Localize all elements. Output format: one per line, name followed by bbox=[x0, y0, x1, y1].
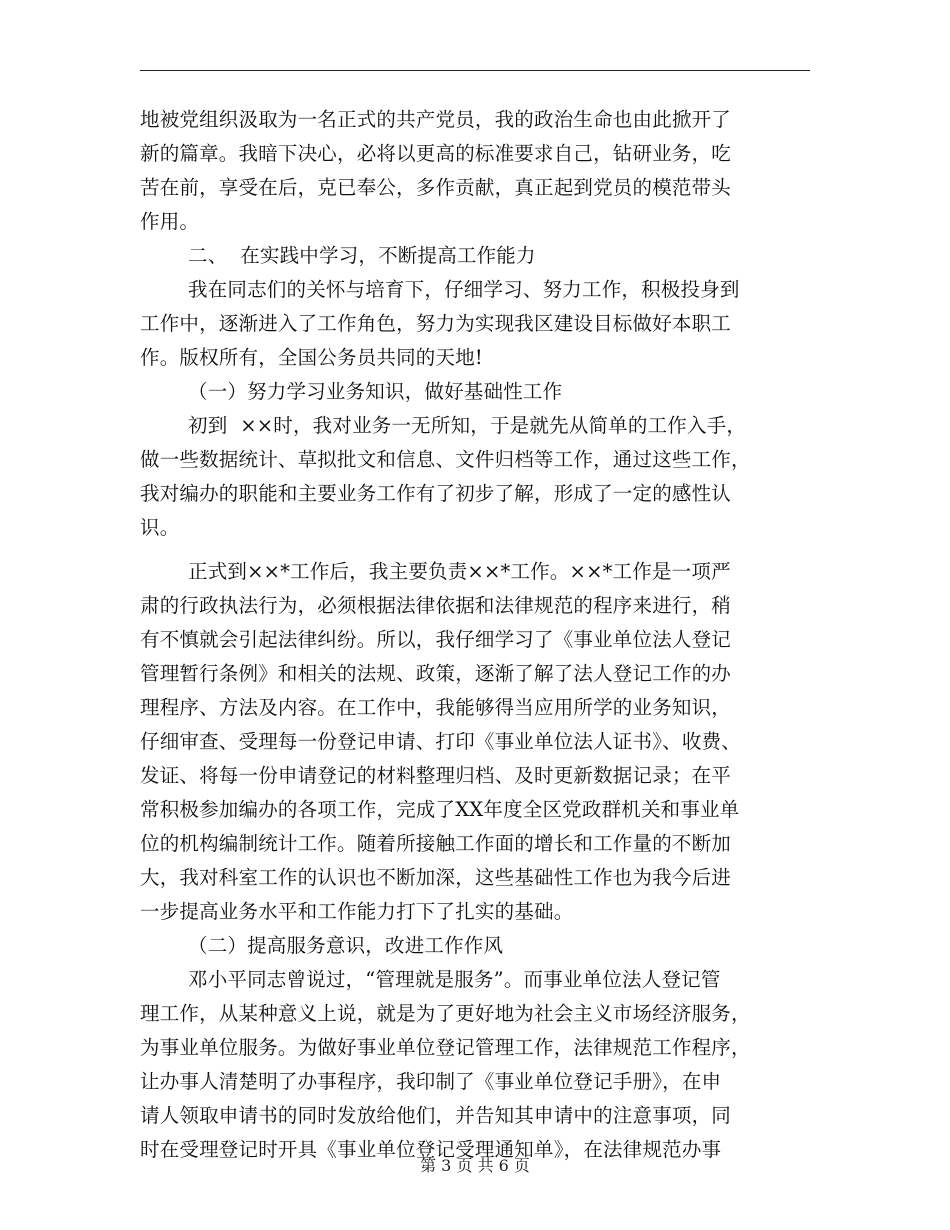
paragraph-line: 让办事人清楚明了办事程序，我印制了《事业单位登记手册》，在申 bbox=[140, 1070, 722, 1093]
paragraph-gap bbox=[140, 545, 810, 555]
header-rule bbox=[140, 70, 810, 71]
paragraph-line: 管理暂行条例》和相关的法规、政策，逐渐了解了法人登记工作的办 bbox=[140, 662, 732, 685]
paragraph-line: 位的机构编制统计工作。随着所接触工作面的增长和工作量的不断加 bbox=[140, 832, 732, 855]
paragraph-line: 一步提高业务水平和工作能力打下了扎实的基础。 bbox=[140, 900, 574, 923]
paragraph-line: 识。 bbox=[140, 516, 180, 539]
paragraph-line: 理工作，从某种意义上说，就是为了更好地为社会主义市场经济服务， bbox=[140, 1002, 751, 1025]
paragraph-line: 作用。 bbox=[140, 210, 200, 233]
paragraph-line: 新的篇章。我暗下决心，必将以更高的标准要求自己，钻研业务，吃 bbox=[140, 142, 732, 165]
paragraph-line: 正式到××*工作后，我主要负责××*工作。××*工作是一项严 bbox=[188, 560, 731, 583]
paragraph-line: 常积极参加编办的各项工作，完成了XX年度全区党政群机关和事业单 bbox=[140, 798, 740, 821]
paragraph-line: 作。版权所有，全国公务员共同的天地! bbox=[140, 346, 483, 369]
paragraph-line: 我对编办的职能和主要业务工作有了初步了解，形成了一定的感性认 bbox=[140, 482, 732, 505]
paragraph-line: 肃的行政执法行为，必须根据法律依据和法律规范的程序来进行，稍 bbox=[140, 594, 732, 617]
paragraph-line: 苦在前，享受在后，克已奉公，多作贡献，真正起到党员的模范带头 bbox=[140, 176, 732, 199]
paragraph-line: 做一些数据统计、草拟批文和信息、文件归档等工作，通过这些工作， bbox=[140, 448, 751, 471]
paragraph-line: 初到 ××时，我对业务一无所知，于是就先从简单的工作入手， bbox=[188, 414, 747, 437]
paragraph-line: 仔细审查、受理每一份登记申请、打印《事业单位法人证书》、收费、 bbox=[140, 730, 741, 753]
paragraph-line: 大，我对科室工作的认识也不断加深，这些基础性工作也为我今后进 bbox=[140, 866, 732, 889]
paragraph-line: 工作中，逐渐进入了工作角色，努力为实现我区建设目标做好本职工 bbox=[140, 312, 732, 335]
document-body bbox=[140, 103, 810, 1167]
paragraph-line: 邓小平同志曾说过，“管理就是服务”。而事业单位法人登记管 bbox=[188, 968, 721, 991]
paragraph-line: 发证、将每一份申请登记的材料整理归档、及时更新数据记录；在平 bbox=[140, 764, 732, 787]
paragraph-line: 理程序、方法及内容。在工作中，我能够得当应用所学的业务知识， bbox=[140, 696, 732, 719]
paragraph-line: 地被党组织汲取为一名正式的共产党员，我的政治生命也由此掀开了 bbox=[140, 108, 732, 131]
subsection-heading: （一）努力学习业务知识，做好基础性工作 bbox=[188, 380, 563, 403]
section-heading: 二、 在实践中学习，不断提高工作能力 bbox=[188, 244, 536, 267]
paragraph-line: 为事业单位服务。为做好事业单位登记管理工作，法律规范工作程序， bbox=[140, 1036, 751, 1059]
subsection-heading: （二）提高服务意识，改进工作作风 bbox=[188, 934, 504, 957]
page-number-footer: 第 3 页 共 6 页 bbox=[420, 1156, 530, 1175]
paragraph-line: 有不慎就会引起法律纠纷。所以，我仔细学习了《事业单位法人登记 bbox=[140, 628, 732, 651]
paragraph-line: 请人领取申请书的同时发放给他们，并告知其申请中的注意事项，同 bbox=[140, 1104, 732, 1127]
paragraph-line: 时在受理登记时开具《事业单位登记受理通知单》，在法律规范办事 bbox=[140, 1138, 722, 1161]
paragraph-line: 我在同志们的关怀与培育下，仔细学习、努力工作，积极投身到 bbox=[188, 278, 740, 301]
